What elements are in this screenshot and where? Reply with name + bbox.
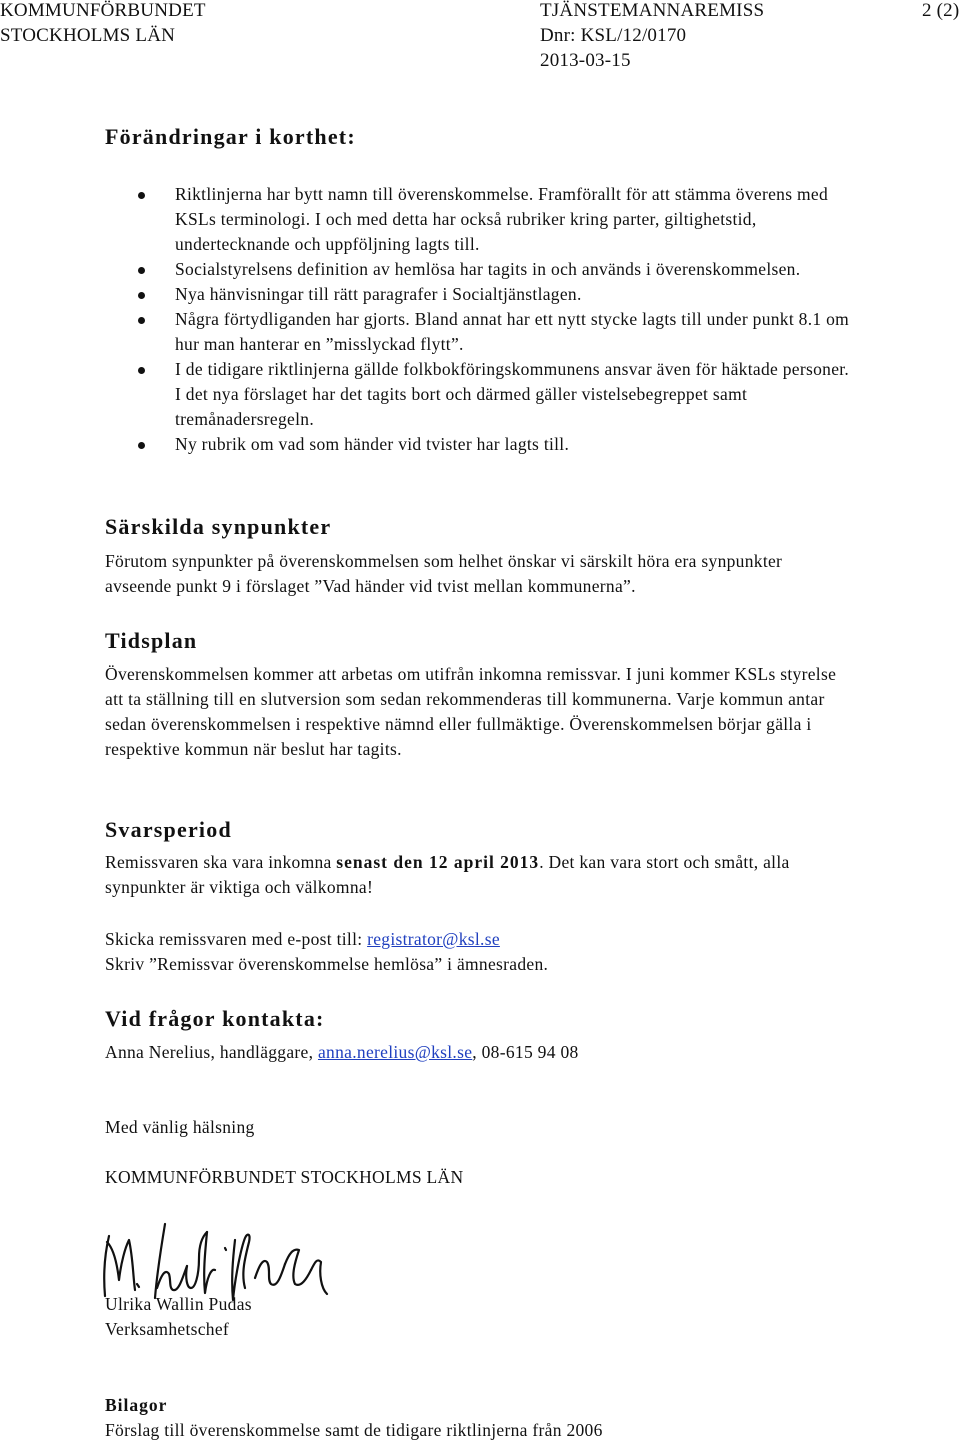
contact-phone: , 08-615 94 08: [472, 1042, 579, 1062]
registrator-email-link[interactable]: registrator@ksl.se: [367, 929, 500, 949]
page-number: 2 (2): [922, 0, 960, 21]
org-name-line2: STOCKHOLMS LÄN: [0, 25, 176, 46]
send-prefix: Skicka remissvaren med e-post till:: [105, 929, 368, 949]
header-organization: [0, 0, 206, 48]
document-date: 2013-03-15: [540, 50, 631, 71]
header-document-info: [540, 0, 764, 73]
send-instructions: [105, 927, 865, 952]
signer-title: Verksamhetschef: [105, 1319, 230, 1339]
list-item: [138, 282, 858, 307]
bullet-icon: [138, 267, 145, 274]
contact-person: Anna Nerelius, handläggare,: [105, 1042, 318, 1062]
bullet-icon: [138, 292, 145, 299]
closing-greeting: Med vänlig hälsning: [105, 1117, 255, 1137]
response-text-end: . Det kan vara stort och smått, alla synpunkter är viktiga och välkomna!: [105, 852, 790, 897]
timeline-text: Överenskommelsen kommer att arbetas om utifrån inkomna remissvar. I juni kommer KSLs styrelse att ta ställning till en slutversion som sedan rekommenderas till kommunerna. Varje kommun antar sedan överenskommelsen i respektive nämnd eller fullmäktige. Överenskommelsen börjar gälla i respektive kommun när beslut har tagits.: [105, 664, 837, 759]
list-item: [138, 182, 858, 257]
contact-email-link[interactable]: anna.nerelius@ksl.se: [317, 1042, 473, 1062]
list-item: [138, 257, 858, 282]
list-item-text: Nya hänvisningar till rätt paragrafer i Socialtjänstlagen.: [175, 284, 582, 304]
list-item-text: Ny rubrik om vad som händer vid tvister har lagts till.: [175, 434, 570, 454]
bullet-icon: [138, 442, 145, 449]
list-item-text: I de tidigare riktlinjerna gällde folkbokföringskommunens ansvar även för häktade personer. I det nya förslaget har det tagits bort och därmed gäller vistelsebegreppet samt tremånadersregeln.: [175, 359, 850, 429]
changes-heading: Förändringar i korthet:: [105, 124, 356, 149]
closing-organization: KOMMUNFÖRBUNDET STOCKHOLMS LÄN: [105, 1167, 464, 1187]
list-item: [138, 432, 858, 457]
bullet-icon: [138, 367, 145, 374]
special-heading: Särskilda synpunkter: [105, 514, 332, 539]
list-item: [138, 307, 858, 357]
timeline-heading: Tidsplan: [105, 628, 198, 653]
signer-name: Ulrika Wallin Pudas: [105, 1294, 252, 1314]
attachments-text: Förslag till överenskommelse samt de tidigare riktlinjerna från 2006: [105, 1420, 603, 1440]
contact-line: [105, 1040, 865, 1065]
response-text-start: Remissvaren ska vara inkomna: [105, 852, 337, 872]
list-item: [138, 357, 858, 432]
special-text: Förutom synpunkter på överenskommelsen som helhet önskar vi särskilt höra era synpunkter avseende punkt 9 i förslaget ”Vad händer vid tvist mellan kommunerna”.: [105, 551, 783, 596]
subject-instructions: Skriv ”Remissvar överenskommelse hemlösa” i ämnesraden.: [105, 954, 549, 974]
attachments-heading: Bilagor: [105, 1395, 168, 1415]
document-number: Dnr: KSL/12/0170: [540, 25, 687, 46]
org-name-line1: KOMMUNFÖRBUNDET: [0, 0, 206, 21]
response-heading: Svarsperiod: [105, 817, 232, 842]
document-type: TJÄNSTEMANNAREMISS: [540, 0, 765, 21]
response-deadline: senast den 12 april 2013: [336, 852, 540, 872]
bullet-icon: [138, 317, 145, 324]
list-item-text: Socialstyrelsens definition av hemlösa har tagits in och används i överenskommelsen.: [175, 259, 801, 279]
contact-heading: Vid frågor kontakta:: [105, 1006, 325, 1031]
list-item-text: Några förtydliganden har gjorts. Bland annat har ett nytt stycke lagts till under punkt 8.1 om hur man hanterar en ”misslyckad flytt”.: [175, 309, 850, 354]
response-text: [105, 850, 835, 900]
list-item-text: Riktlinjerna har bytt namn till överenskommelse. Framförallt för att stämma överens med KSLs terminologi. I och med detta har också rubriker kring parter, giltighetstid, undertecknande och uppföljning lagts till.: [175, 184, 829, 254]
changes-list: [138, 182, 858, 457]
bullet-icon: [138, 192, 145, 199]
